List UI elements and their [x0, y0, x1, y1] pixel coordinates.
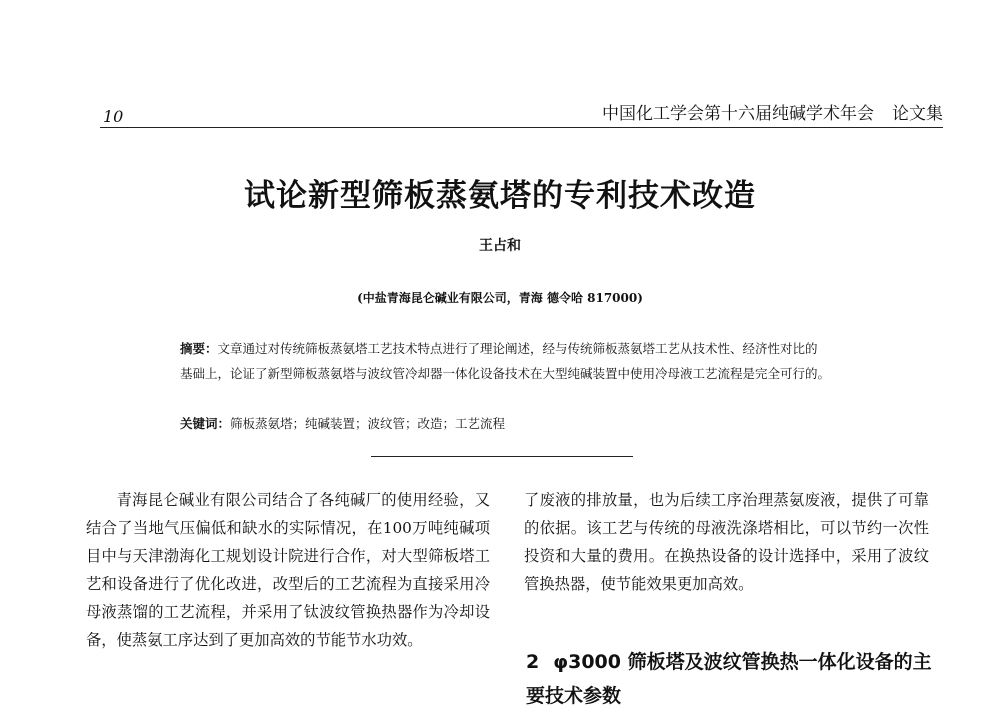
running-title: 中国化工学会第十六届纯碱学术年会: [602, 104, 874, 124]
keywords-text: 筛板蒸氨塔；纯碱装置；波纹管；改造；工艺流程: [230, 416, 506, 431]
abstract-label: 摘要：: [180, 341, 218, 356]
abstract-divider: [371, 456, 633, 457]
author-affiliation: (中盐青海昆仑碱业有限公司，青海 德令哈 817000): [357, 291, 643, 305]
article-title: 试论新型筛板蒸氨塔的专利技术改造: [244, 178, 756, 214]
abstract-text: 文章通过对传统筛板蒸氨塔工艺技术特点进行了理论阐述，经与传统筛板蒸氨塔工艺从技术性、经济性对比的基础上，论证了新型筛板蒸氨塔与波纹管冷却器一体化设备技术在大型纯碱装置中使用冷母液工艺流程是完全可行的。: [180, 341, 831, 381]
body-right-column: 了废液的排放量，也为后续工序治理蒸氨废液，提供了可靠的依据。该工艺与传统的母液洗涤塔相比，可以节约一次性投资和大量的费用。在换热设备的设计选择中，采用了波纹管换热器，使节能效果更加高效。: [524, 491, 929, 593]
collection-label: 论文集: [892, 104, 943, 124]
running-header: [602, 99, 943, 124]
body-left-column: 青海昆仑碱业有限公司结合了各纯碱厂的使用经验，又结合了当地气压偏低和缺水的实际情况，在100万吨纯碱项目中与天津渤海化工规划设计院进行合作，对大型筛板塔工艺和设备进行了优化改进，改型后的工艺流程为直接采用冷母液蒸馏的工艺流程，并采用了钛波纹管换热器作为冷却设备，使蒸氨工序达到了更加高效的节能节水功效。: [86, 491, 490, 649]
section-title: φ3000 筛板塔及波纹管换热一体化设备的主要技术参数: [526, 651, 932, 707]
abstract: [180, 336, 830, 386]
author-name: 王占和: [479, 238, 521, 254]
keywords-label: 关键词：: [180, 416, 231, 431]
section-heading: [526, 645, 946, 713]
section-number: 2: [526, 651, 540, 673]
page-number: 10: [103, 107, 124, 126]
header-rule: [100, 127, 943, 128]
keywords: [180, 411, 830, 436]
